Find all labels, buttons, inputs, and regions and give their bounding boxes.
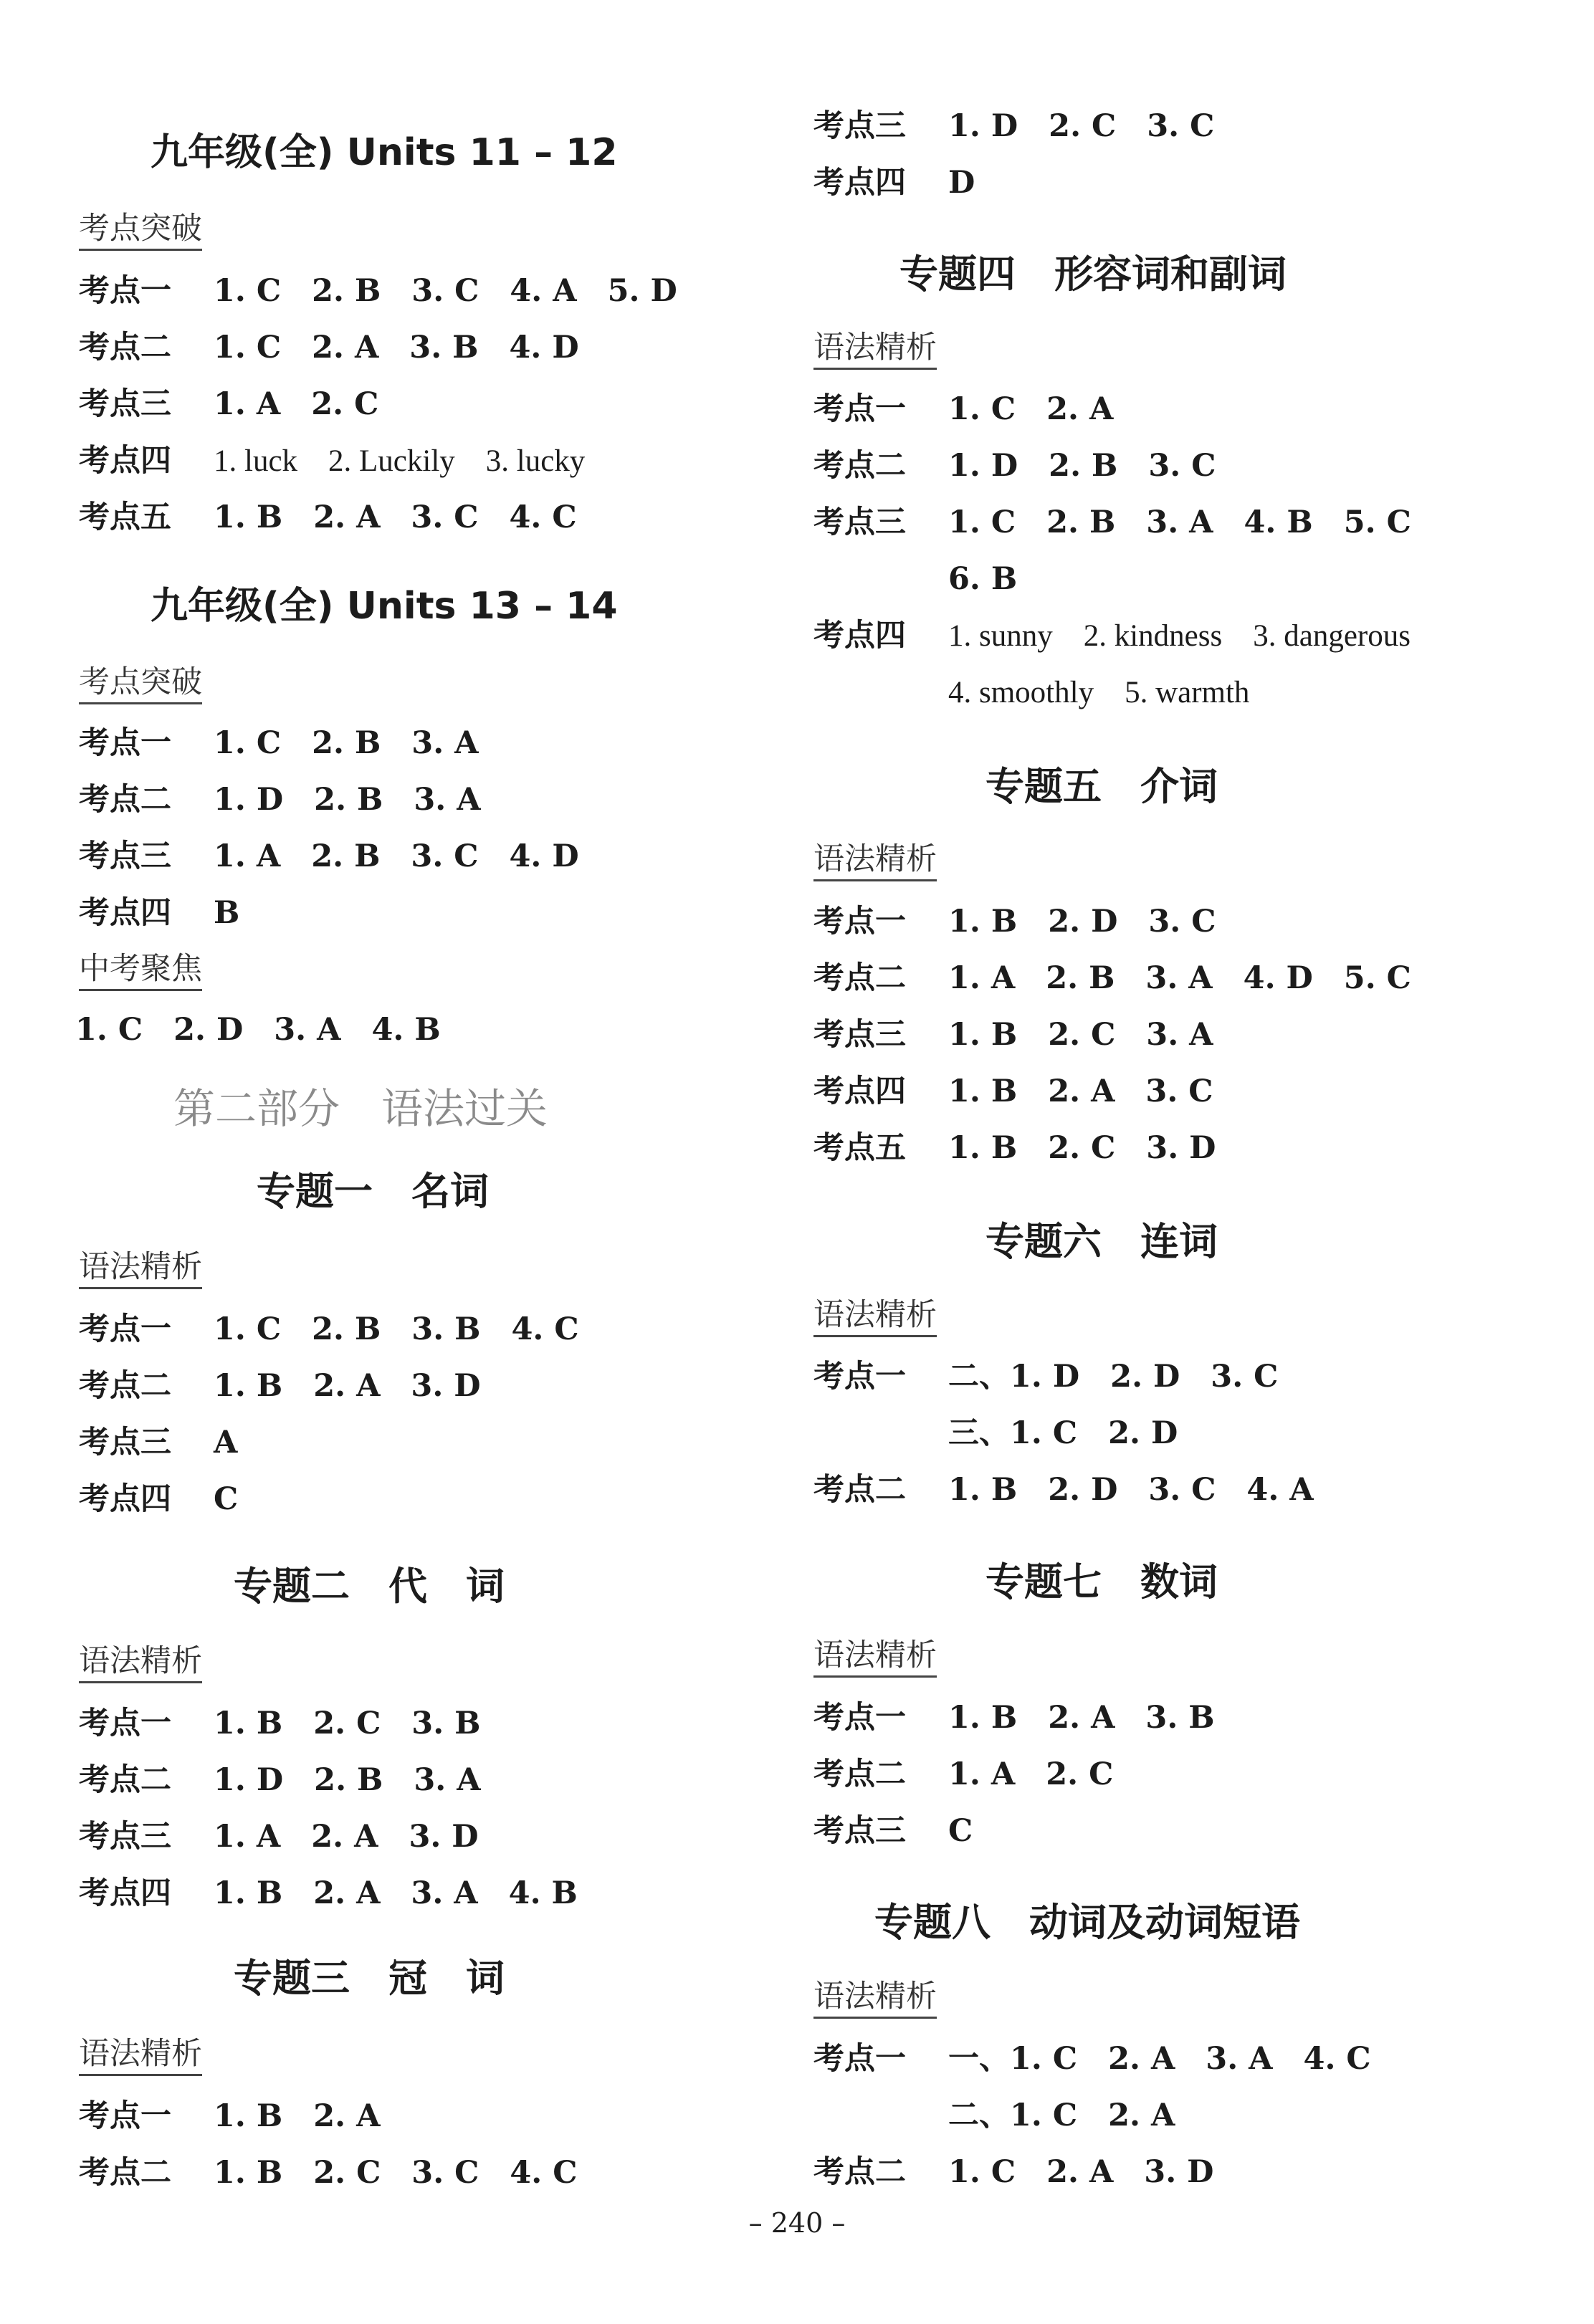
answer-row: 4. smoothly 5. warmth bbox=[948, 676, 1250, 709]
topic-title: 专题八 动词及动词短语 bbox=[874, 1900, 1300, 1945]
answer-row: 考点二 1. D 2. B 3. A bbox=[79, 1762, 481, 1798]
answer-row: 二、1. C 2. A bbox=[948, 2098, 1175, 2133]
answer-row: 三、1. C 2. D bbox=[948, 1415, 1178, 1451]
answer-row: 考点三 A bbox=[79, 1425, 238, 1460]
answer-row: 考点五 1. B 2. A 3. C 4. C bbox=[79, 499, 577, 535]
topic-title: 专题五 介词 bbox=[985, 764, 1218, 809]
section-subtitle: 语法精析 bbox=[79, 1646, 202, 1683]
answer-row: 考点一 1. B 2. A 3. B bbox=[813, 1700, 1215, 1736]
answer-row: 考点二 1. B 2. C 3. C 4. C bbox=[79, 2155, 578, 2191]
answer-row: 考点三 1. C 2. B 3. A 4. B 5. C bbox=[813, 505, 1411, 540]
answer-row: 考点四 1. B 2. A 3. C bbox=[813, 1073, 1213, 1109]
section-subtitle: 语法精析 bbox=[813, 1300, 937, 1337]
answer-row: 考点一 1. B 2. C 3. B bbox=[79, 1706, 481, 1741]
answer-row: 考点五 1. B 2. C 3. D bbox=[813, 1130, 1216, 1166]
answer-row: 考点四 1. luck 2. Luckily 3. lucky bbox=[79, 443, 586, 479]
answer-row: 考点二 1. C 2. A 3. B 4. D bbox=[79, 330, 579, 365]
answer-row: 考点二 1. B 2. A 3. D bbox=[79, 1368, 481, 1404]
answer-row: 考点一 1. C 2. B 3. B 4. C bbox=[79, 1311, 579, 1347]
answer-row: 考点二 1. A 2. B 3. A 4. D 5. C bbox=[813, 960, 1411, 996]
focus-answers: 1. C 2. D 3. A 4. B bbox=[75, 1012, 441, 1048]
answer-row: 考点二 1. D 2. B 3. C bbox=[813, 448, 1216, 484]
topic-title: 专题三 冠 词 bbox=[234, 1956, 505, 2001]
answer-row: 考点二 1. A 2. C bbox=[813, 1756, 1114, 1792]
section-subtitle: 中考聚焦 bbox=[79, 954, 202, 991]
section-subtitle: 语法精析 bbox=[813, 844, 937, 881]
page-number: – 240 – bbox=[748, 2207, 846, 2239]
section-subtitle: 语法精析 bbox=[813, 1640, 937, 1678]
answer-row: 考点三 1. A 2. C bbox=[79, 386, 379, 422]
topic-title: 专题四 形容词和副词 bbox=[899, 252, 1287, 297]
topic-title: 专题六 连词 bbox=[985, 1219, 1218, 1264]
answer-row: 考点一 1. C 2. B 3. A bbox=[79, 725, 479, 761]
answer-row: 考点一 1. C 2. A bbox=[813, 391, 1114, 427]
topic-title: 专题二 代 词 bbox=[234, 1564, 505, 1609]
section-subtitle: 语法精析 bbox=[813, 1981, 937, 2019]
section-title-units-13-14: 九年级(全) Units 13 – 14 bbox=[151, 585, 618, 628]
answer-row: 考点三 1. A 2. B 3. C 4. D bbox=[79, 838, 579, 874]
answer-row: 6. B bbox=[948, 561, 1018, 597]
answer-row: 考点二 1. B 2. D 3. C 4. A bbox=[813, 1472, 1314, 1508]
section-subtitle: 语法精析 bbox=[79, 1252, 202, 1289]
answer-row: 考点四 B bbox=[79, 895, 240, 931]
answer-row: 考点一 1. B 2. A bbox=[79, 2098, 381, 2134]
answer-row: 考点一 二、1. D 2. D 3. C bbox=[813, 1359, 1279, 1395]
section-subtitle: 语法精析 bbox=[813, 333, 937, 370]
answer-row: 考点四 1. sunny 2. kindness 3. dangerous bbox=[813, 618, 1411, 654]
answer-row: 考点一 一、1. C 2. A 3. A 4. C bbox=[813, 2041, 1371, 2077]
answer-row: 考点二 1. C 2. A 3. D bbox=[813, 2154, 1214, 2190]
answer-row: 考点四 1. B 2. A 3. A 4. B bbox=[79, 1875, 578, 1911]
part-two-title: 第二部分 语法过关 bbox=[173, 1084, 548, 1133]
answer-row: 考点三 C bbox=[813, 1813, 973, 1849]
section-subtitle: 考点突破 bbox=[79, 667, 202, 704]
topic-title: 专题七 数词 bbox=[985, 1559, 1218, 1605]
answer-row: 考点一 1. B 2. D 3. C bbox=[813, 904, 1216, 939]
topic-title: 专题一 名词 bbox=[257, 1169, 489, 1214]
section-subtitle: 语法精析 bbox=[79, 2039, 202, 2076]
answer-row: 考点三 1. A 2. A 3. D bbox=[79, 1819, 479, 1855]
answer-row: 考点一 1. C 2. B 3. C 4. A 5. D bbox=[79, 273, 677, 309]
section-title-units-11-12: 九年级(全) Units 11 – 12 bbox=[151, 131, 618, 174]
answer-row: 考点四 D bbox=[813, 165, 975, 201]
answer-row: 考点三 1. D 2. C 3. C bbox=[813, 108, 1215, 144]
section-subtitle: 考点突破 bbox=[79, 214, 202, 251]
answer-row: 考点四 C bbox=[79, 1481, 239, 1517]
answer-row: 考点二 1. D 2. B 3. A bbox=[79, 782, 481, 818]
answer-row: 考点三 1. B 2. C 3. A bbox=[813, 1017, 1213, 1053]
